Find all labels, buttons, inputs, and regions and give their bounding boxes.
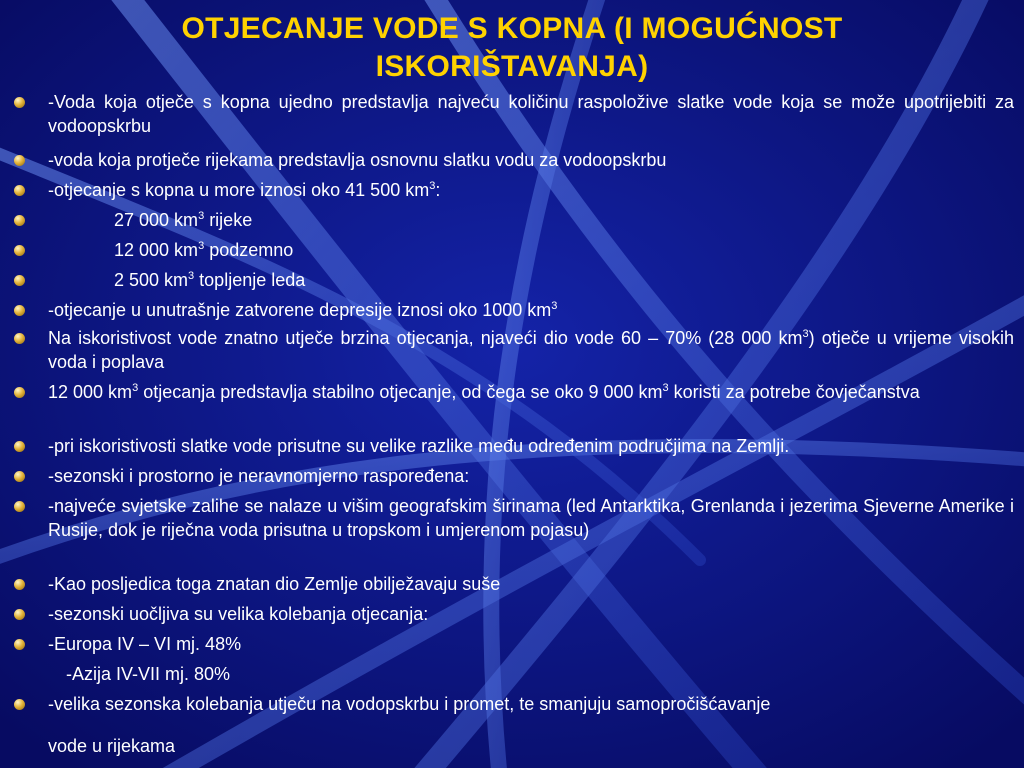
bullet-icon — [14, 245, 25, 256]
slide-title — [60, 10, 964, 86]
list-item-text: -otjecanje s kopna u more iznosi oko 41 500 $km^3$: — [48, 180, 441, 200]
list-item-text: -najveće svjetske zalihe se nalaze u višim geografskim širinama (led Antarktika, Grenlanda i jezerima Sjeverne Amerike i Rusije, dok je riječna voda prisutna u tropskom i umjerenom pojasu) — [48, 496, 1014, 540]
list-item-text: 2 500 $km^3$ topljenje leda — [114, 270, 306, 290]
bullet-icon — [14, 333, 25, 344]
list-item-text: -Azija IV-VII mj. 80% — [66, 664, 231, 684]
bullet-icon — [14, 699, 25, 710]
list-item-text: -Europa IV – VI mj. 48% — [48, 634, 242, 654]
list-item-text: -Voda koja otječe s kopna ujedno predstavlja najveću količinu raspoložive slatke vode koja se može upotrijebiti za vodoopskrbu — [48, 92, 1014, 136]
list-item-text: 27 000 $km^3$ rijeke — [114, 210, 253, 230]
list-item-text: Na iskoristivost vode znatno utječe brzina otjecanja, njaveći dio vode 60 – 70% (28 000 $km^3$) otječe u vrijeme visokih voda i poplava — [48, 328, 1014, 372]
slide-title-line-1: OTJECANJE VODE S KOPNA (I MOGUĆNOST — [181, 12, 843, 45]
bullet-icon — [14, 275, 25, 286]
bullet-icon — [14, 579, 25, 590]
list-item-text: -sezonski i prostorno je neravnomjerno raspoređena: — [48, 466, 470, 486]
slide-title-line-2: ISKORIŠTAVANJA) — [375, 50, 649, 83]
list-item-text: vode u rijekama — [48, 736, 176, 756]
bullet-icon — [14, 97, 25, 108]
bullet-icon — [14, 155, 25, 166]
bullet-icon — [14, 441, 25, 452]
bullet-icon — [14, 609, 25, 620]
bullet-icon — [14, 501, 25, 512]
bullet-icon — [14, 471, 25, 482]
list-item-text: -velika sezonska kolebanja utječu na vodopskrbu i promet, te smanjuju samopročišćavanje — [48, 694, 771, 714]
list-item-text: -pri iskoristivosti slatke vode prisutne su velike razlike među određenim područjima na Zemlji. — [48, 436, 790, 456]
list-item-text: -sezonski uočljiva su velika kolebanja otjecanja: — [48, 604, 429, 624]
list-item-text: -voda koja protječe rijekama predstavlja osnovnu slatku vodu za vodoopskrbu — [48, 150, 667, 170]
bullet-icon — [14, 639, 25, 650]
bullet-icon — [14, 387, 25, 398]
bullet-icon — [14, 305, 25, 316]
list-item-text: -Kao posljedica toga znatan dio Zemlje obilježavaju suše — [48, 574, 501, 594]
list-item-text: 12 000 $km^3$ otjecanja predstavlja stabilno otjecanje, od čega se oko 9 000 $km^3$ koristi za potrebe čovječanstva — [48, 382, 920, 402]
bullet-icon — [14, 215, 25, 226]
list-item-text: -otjecanje u unutrašnje zatvorene depresije iznosi oko 1000 $km^3$ — [48, 300, 558, 320]
bullet-icon — [14, 185, 25, 196]
list-item-text: 12 000 $km^3$ podzemno — [114, 240, 294, 260]
